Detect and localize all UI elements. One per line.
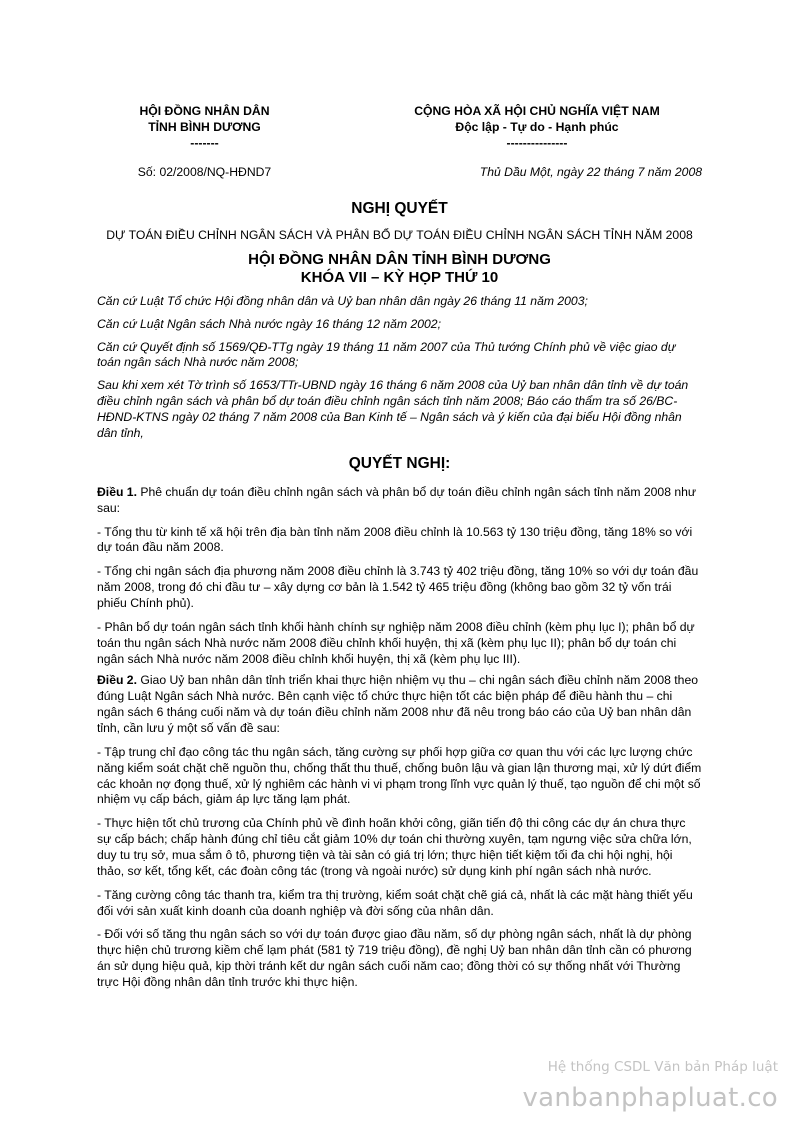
document-page <box>97 104 702 991</box>
council-heading <box>97 251 702 287</box>
article-label: Điều 2. <box>97 673 137 688</box>
document-header <box>97 104 702 152</box>
place-date: Thủ Dầu Một, ngày 22 tháng 7 năm 2008 <box>479 164 702 179</box>
article-2 <box>97 673 702 736</box>
watermark-site: vanbanphapluat.co <box>522 1083 778 1114</box>
council-session: KHÓA VII – KỲ HỌP THỨ 10 <box>300 268 499 286</box>
article-item: - Đối với số tăng thu ngân sách so với dự toán được giao đầu năm, số dự phòng ngân sách, nhất là dự phòng thực hiện chủ trương kiềm chế lạm phát (581 tỷ 719 triệu đồng), đề nghị Uỷ ban nhân dân tỉnh cần có phương án sử dụng hiệu quả, kịp thời tránh kết dư ngân sách cuối năm cao; đồng thời có sự thống nhất với Thường trực Hội đồng nhân dân tỉnh trước khi thực hiện. <box>97 927 692 990</box>
document-number: Số: 02/2008/NQ-HĐND7 <box>137 164 272 179</box>
watermark-caption: Hệ thống CSDL Văn bản Pháp luật <box>547 1059 778 1076</box>
legal-basis: Căn cứ Luật Ngân sách Nhà nước ngày 16 tháng 12 năm 2002; <box>97 316 441 331</box>
article-item: - Thực hiện tốt chủ trương của Chính phủ về đình hoãn khởi công, giãn tiến độ thi công các dự án chưa thực sự cấp bách; chấp hành đúng chỉ tiêu cắt giảm 10% dự toán chi thường xuyên, tạm ngưng việc sửa chữa lớn, duy tu trụ sở, mua sắm ô tô, phương tiện và tài sản có giá trị lớn; thực hiện tiết kiệm tối đa chi hội nghị, hội thảo, sơ kết, tổng kết, các đoàn công tác (trong và ngoài nước) sử dụng kinh phí ngân sách nhà nước. <box>97 816 692 878</box>
article-item: - Phân bổ dự toán ngân sách tỉnh khối hành chính sự nghiệp năm 2008 điều chỉnh (kèm phụ lục I); phân bổ dự toán thu ngân sách Nhà nước năm 2008 điều chỉnh khối huyện, thị xã (kèm phụ lục II); phân bổ dự toán chi ngân sách Nhà nước năm 2008 điều chỉnh khối huyện, thị xã (kèm phụ lục III). <box>97 619 695 666</box>
document-subject: DỰ TOÁN ĐIỀU CHỈNH NGÂN SÁCH VÀ PHÂN BỔ DỰ TOÁN ĐIỀU CHỈNH NGÂN SÁCH TỈNH NĂM 2008 <box>106 227 693 242</box>
article-text: Giao Uỷ ban nhân dân tỉnh triển khai thực hiện nhiệm vụ thu – chi ngân sách điều chỉnh năm 2008 theo đúng Luật Ngân sách Nhà nước. Bên cạnh việc tổ chức thực hiện tốt các biện pháp để điều hành thu – chi ngân sách 6 tháng cuối năm và dự toán điều chỉnh năm 2008 như đã nêu trong báo cáo của Uỷ ban nhân dân tỉnh, cần lưu ý một số vấn đề sau: <box>97 673 698 736</box>
national-motto <box>372 104 702 152</box>
authority-line: TỈNH BÌNH DƯƠNG <box>148 119 261 134</box>
motto-divider: --------------- <box>506 135 568 150</box>
authority-divider: ------- <box>190 135 219 150</box>
article-text: Phê chuẩn dự toán điều chỉnh ngân sách và phân bổ dự toán điều chỉnh ngân sách tỉnh năm 2008 như sau: <box>97 484 697 515</box>
issuing-authority <box>97 104 312 152</box>
authority-line: HỘI ĐỒNG NHÂN DÂN <box>139 104 270 118</box>
article-item: - Tập trung chỉ đạo công tác thu ngân sách, tăng cường sự phối hợp giữa cơ quan thu với các lực lượng chức năng kiểm soát chặt chẽ nguồn thu, chống thất thu thuế, chống buôn lậu và gian lận thương mại, xử lý dứt điểm các khoản nợ đọng thuế, xử lý nghiêm các hành vi vi phạm trong lĩnh vực quản lý thuế, tạo nguồn để chi một số nhiệm vụ cấp bách, giảm áp lực tăng lạm phát. <box>97 744 702 807</box>
legal-basis: Sau khi xem xét Tờ trình số 1653/TTr-UBND ngày 16 tháng 6 năm 2008 của Uỷ ban nhân dân tỉnh về dự toán điều chỉnh ngân sách và phân bổ dự toán điều chỉnh ngân sách tỉnh năm 2008; Báo cáo thẩm tra số 26/BC-HĐND-KTNS ngày 02 tháng 7 năm 2008 của Ban Kinh tế – Ngân sách và ý kiến của đại biểu Hội đồng nhân dân tỉnh, <box>97 378 689 440</box>
legal-basis: Căn cứ Luật Tổ chức Hội đồng nhân dân và Uỷ ban nhân dân ngày 26 tháng 11 năm 2003; <box>97 293 588 308</box>
article-1 <box>97 485 702 517</box>
article-label: Điều 1. <box>97 484 137 499</box>
document-title: NGHỊ QUYẾT <box>351 200 448 218</box>
article-item: - Tăng cường công tác thanh tra, kiểm tra thị trường, kiểm soát chặt chẽ giá cả, nhất là các mặt hàng thiết yếu đối với sản xuất kinh doanh của doanh nghiệp và đời sống của nhân dân. <box>97 887 693 918</box>
article-item: - Tổng thu từ kinh tế xã hội trên địa bàn tỉnh năm 2008 điều chỉnh là 10.563 tỷ 130 triệu đồng, tăng 18% so với dự toán đầu năm 2008. <box>97 524 693 555</box>
motto-line: CỘNG HÒA XÃ HỘI CHỦ NGHĨA VIỆT NAM <box>414 104 660 118</box>
motto-line: Độc lập - Tự do - Hạnh phúc <box>455 119 619 134</box>
legal-basis: Căn cứ Quyết định số 1569/QĐ-TTg ngày 19 tháng 11 năm 2007 của Thủ tướng Chính phủ về việc giao dự toán ngân sách Nhà nước năm 2008; <box>97 339 676 370</box>
decision-heading: QUYẾT NGHỊ: <box>348 454 451 472</box>
number-date-row <box>97 165 702 181</box>
article-item: - Tổng chi ngân sách địa phương năm 2008 điều chỉnh là 3.743 tỷ 402 triệu đồng, tăng 10% so với dự toán đầu năm 2008, trong đó chi đầu tư – xây dựng cơ bản là 1.542 tỷ 465 triệu đồng (không bao gồm 32 tỷ vốn trái phiếu Chính phủ). <box>97 564 699 610</box>
council-name: HỘI ĐỒNG NHÂN DÂN TỈNH BÌNH DƯƠNG <box>248 250 551 268</box>
